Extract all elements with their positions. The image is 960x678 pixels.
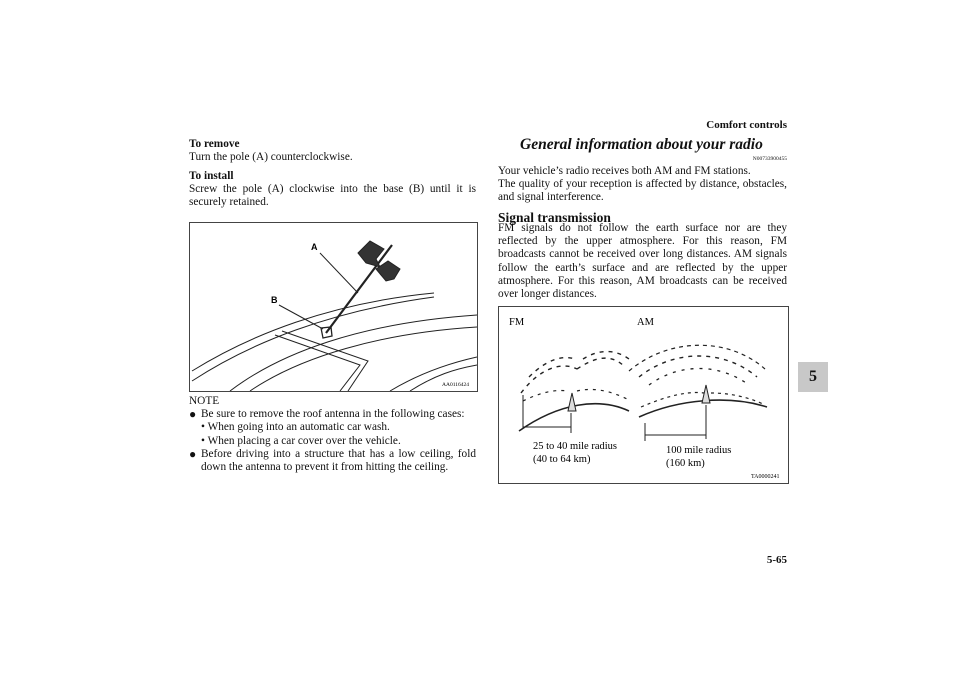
am-radius-line-1: 100 mile radius — [666, 445, 732, 456]
install-title: To install — [189, 170, 234, 182]
note-item-1 — [189, 408, 476, 448]
install-section — [189, 170, 476, 210]
note-item-2 — [189, 448, 476, 474]
remove-title: To remove — [189, 138, 240, 150]
figure-code: AA0116424 — [442, 382, 469, 388]
figure-code: TA0000241 — [751, 474, 780, 480]
signal-title: Signal transmission — [498, 210, 611, 225]
note-block — [189, 395, 476, 474]
remove-section — [189, 138, 476, 164]
am-label: AM — [637, 317, 654, 328]
antenna-figure — [189, 222, 478, 392]
bullet-icon: ● — [189, 446, 197, 461]
antenna-illustration — [190, 223, 477, 391]
am-radius-line-2: (160 km) — [666, 458, 705, 469]
fm-label: FM — [509, 317, 525, 328]
note-text-1: Be sure to remove the roof antenna in the following cases: — [201, 408, 465, 421]
section-title: General information about your radio — [520, 136, 763, 153]
note-sub-2: • When placing a car cover over the vehicle. — [201, 434, 401, 447]
signal-text: FM signals do not follow the earth surface nor are they reflected by the upper atmosphere. For this reason, FM broadcasts cannot be received over long distances. AM signals follow the earth’s surface and are reflected by the upper atmosphere. For this reason, AM broadcasts can be received over longer distances. — [498, 222, 787, 301]
section-code: N00733900455 — [752, 156, 787, 162]
fm-radius-line-1: 25 to 40 mile radius — [533, 441, 617, 452]
fm-radius-line-2: (40 to 64 km) — [533, 454, 591, 465]
intro-line-1: Your vehicle’s radio receives both AM and FM stations. — [498, 165, 751, 177]
bullet-icon: ● — [189, 407, 197, 422]
chapter-tab: 5 — [798, 362, 828, 392]
intro-block — [498, 165, 787, 205]
note-title: NOTE — [189, 395, 220, 407]
chapter-header: Comfort controls — [706, 119, 787, 131]
remove-text: Turn the pole (A) counterclockwise. — [189, 151, 353, 164]
radio-figure — [498, 306, 789, 484]
note-text-2: Before driving into a structure that has a low ceiling, fold down the antenna to prevent it from hitting the ceiling. — [201, 447, 476, 474]
label-a: A — [311, 242, 318, 252]
note-sub-1: • When going into an automatic car wash. — [201, 421, 390, 434]
install-text: Screw the pole (A) clockwise into the base (B) until it is securely retained. — [189, 183, 476, 209]
label-b: B — [271, 295, 278, 305]
intro-line-2: The quality of your reception is affected by distance, obstacles, and signal interference. — [498, 178, 787, 204]
page-number: 5-65 — [766, 554, 787, 566]
radio-illustration — [499, 307, 788, 483]
